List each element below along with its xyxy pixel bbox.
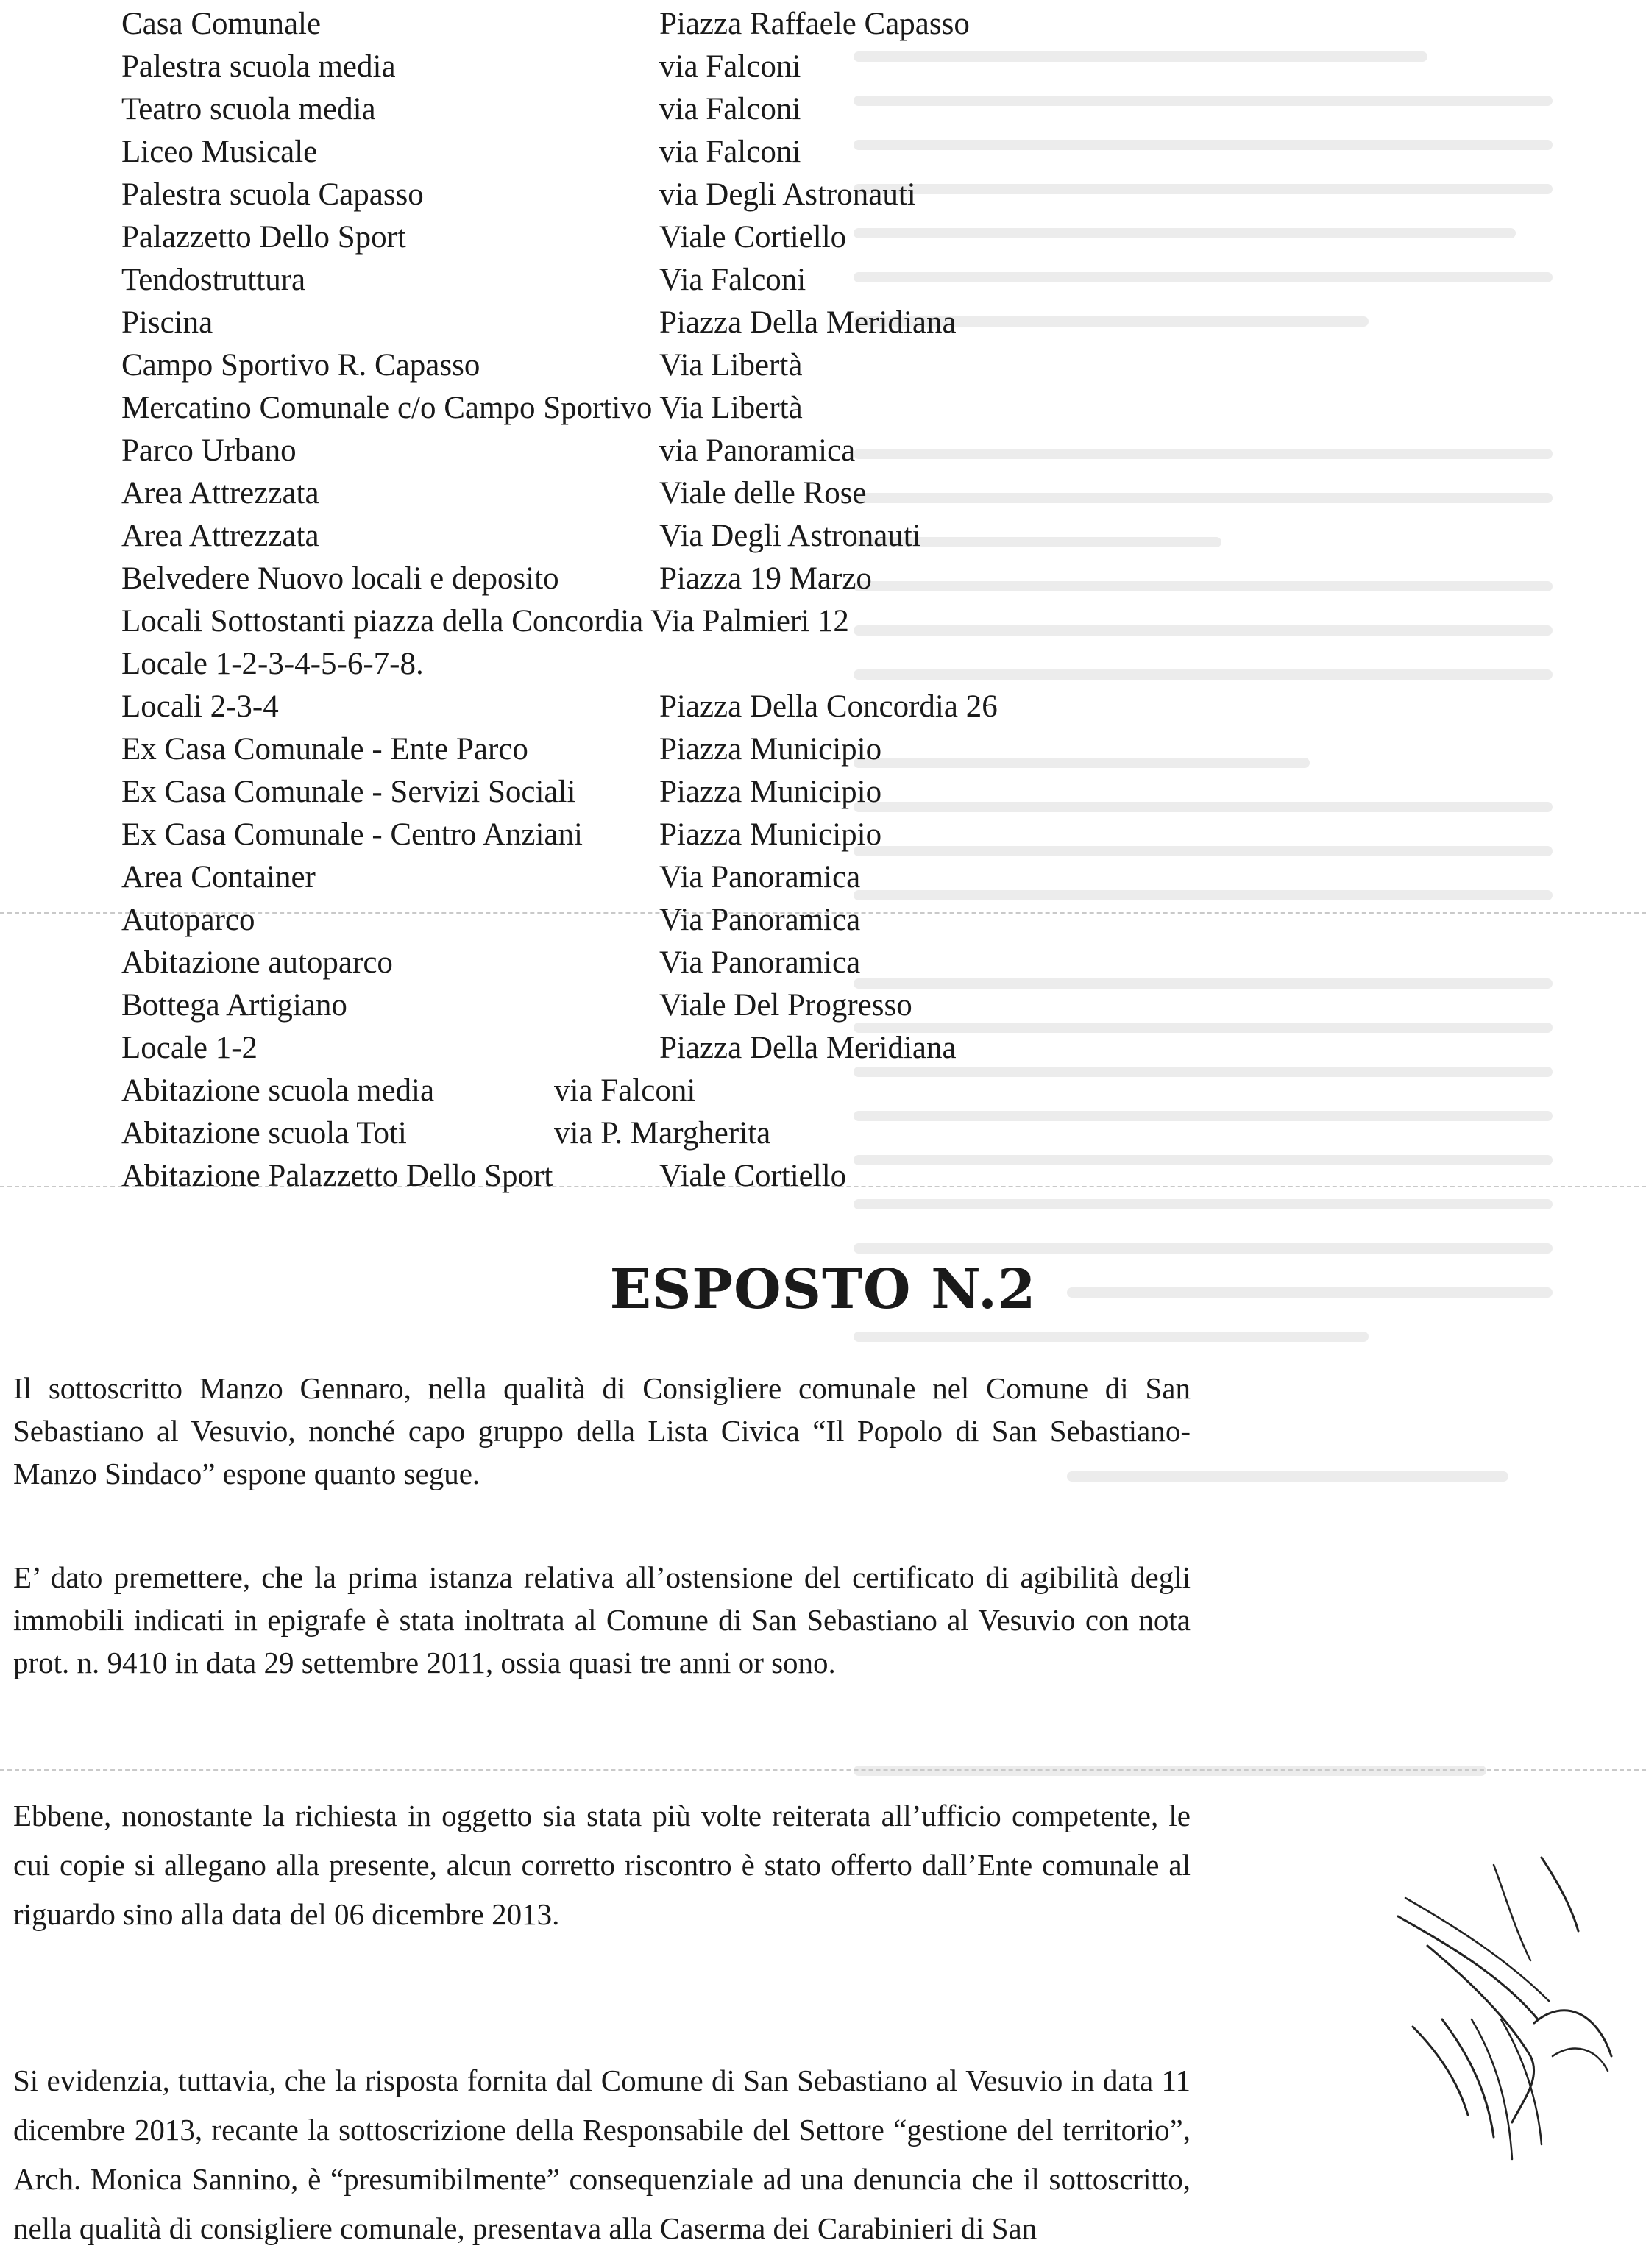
list-item: Bottega Artigiano Viale Del Progresso — [121, 988, 912, 1023]
paragraph-follow-up: Ebbene, nonostante la richiesta in oggetto sia stata più volte reiterata all’ufficio competente, le cui copie si allegano alla presente, alcun corretto riscontro è stato offerto dall’Ente comunale al riguardo sino alla data del 06 dicembre 2013. — [13, 1799, 1191, 1931]
list-item: Locale 1-2 Piazza Della Meridiana — [121, 1031, 957, 1065]
list-item: Locali Sottostanti piazza della Concordia Via Palmieri 12 — [121, 604, 849, 639]
list-item: Autoparco Via Panoramica — [121, 903, 861, 937]
list-item: Abitazione scuola Toti via P. Margherita — [121, 1116, 771, 1151]
list-item: Area Attrezzata Viale delle Rose — [121, 476, 867, 511]
signature-mark — [1383, 1835, 1633, 2181]
list-item: Belvedere Nuovo locali e deposito Piazza 19 Marzo — [121, 561, 872, 596]
list-item: Ex Casa Comunale - Ente Parco Piazza Municipio — [121, 732, 882, 767]
paragraph-premise: E’ dato premettere, che la prima istanza relativa all’ostensione del certificato di agibilità degli immobili indicati in epigrafe è stata inoltrata al Comune di San Sebastiano al Vesuvio con nota prot. n. 9410 in data 29 settembre 2011, ossia quasi tre anni or sono. — [13, 1560, 1191, 1679]
section-heading: ESPOSTO N.2 — [609, 1258, 1037, 1321]
list-item: Ex Casa Comunale - Servizi Sociali Piazza Municipio — [121, 775, 882, 809]
list-item: Locale 1-2-3-4-5-6-7-8. — [121, 647, 424, 681]
list-item: Abitazione autoparco Via Panoramica — [121, 945, 861, 980]
fold-line-bottom — [0, 1769, 1646, 1771]
list-item: Parco Urbano via Panoramica — [121, 433, 856, 468]
list-item: Casa Comunale Piazza Raffaele Capasso — [121, 7, 970, 41]
list-item: Ex Casa Comunale - Centro Anziani Piazza Municipio — [121, 817, 882, 852]
paragraph-intro: Il sottoscritto Manzo Gennaro, nella qualità di Consigliere comunale nel Comune di San Sebastiano al Vesuvio, nonché capo gruppo della Lista Civica “Il Popolo di San Sebastiano-Manzo Sindaco” espone quanto segue. — [13, 1371, 1191, 1490]
list-item: Area Attrezzata Via Degli Astronauti — [121, 519, 921, 553]
list-item: Palestra scuola Capasso via Degli Astronauti — [121, 177, 916, 212]
property-address-list — [121, 3, 1225, 1198]
list-item: Locali 2-3-4 Piazza Della Concordia 26 — [121, 689, 998, 724]
list-item: Abitazione scuola media via Falconi — [121, 1073, 696, 1108]
list-item: Area Container Via Panoramica — [121, 860, 861, 895]
list-item: Mercatino Comunale c/o Campo Sportivo Via Libertà — [121, 391, 803, 425]
list-item: Campo Sportivo R. Capasso Via Libertà — [121, 348, 803, 383]
list-item: Piscina Piazza Della Meridiana — [121, 305, 957, 340]
list-item: Teatro scuola media via Falconi — [121, 92, 801, 127]
paragraph-response: Si evidenzia, tuttavia, che la risposta fornita dal Comune di San Sebastiano al Vesuvio in data 11 dicembre 2013, recante la sottoscrizione della Responsabile del Settore “gestione del territorio”, Arch. Monica Sannino, è “presumibilmente” consequenziale ad una denuncia che il sottoscritto, nella qualità di consigliere comunale, presentava alla Caserma dei Carabinieri di San — [13, 2063, 1191, 2245]
list-item: Abitazione Palazzetto Dello Sport Viale Cortiello — [121, 1159, 847, 1193]
list-item: Liceo Musicale via Falconi — [121, 135, 801, 169]
list-item: Palestra scuola media via Falconi — [121, 49, 801, 84]
list-item: Tendostruttura Via Falconi — [121, 263, 806, 297]
list-item: Palazzetto Dello Sport Viale Cortiello — [121, 220, 847, 255]
